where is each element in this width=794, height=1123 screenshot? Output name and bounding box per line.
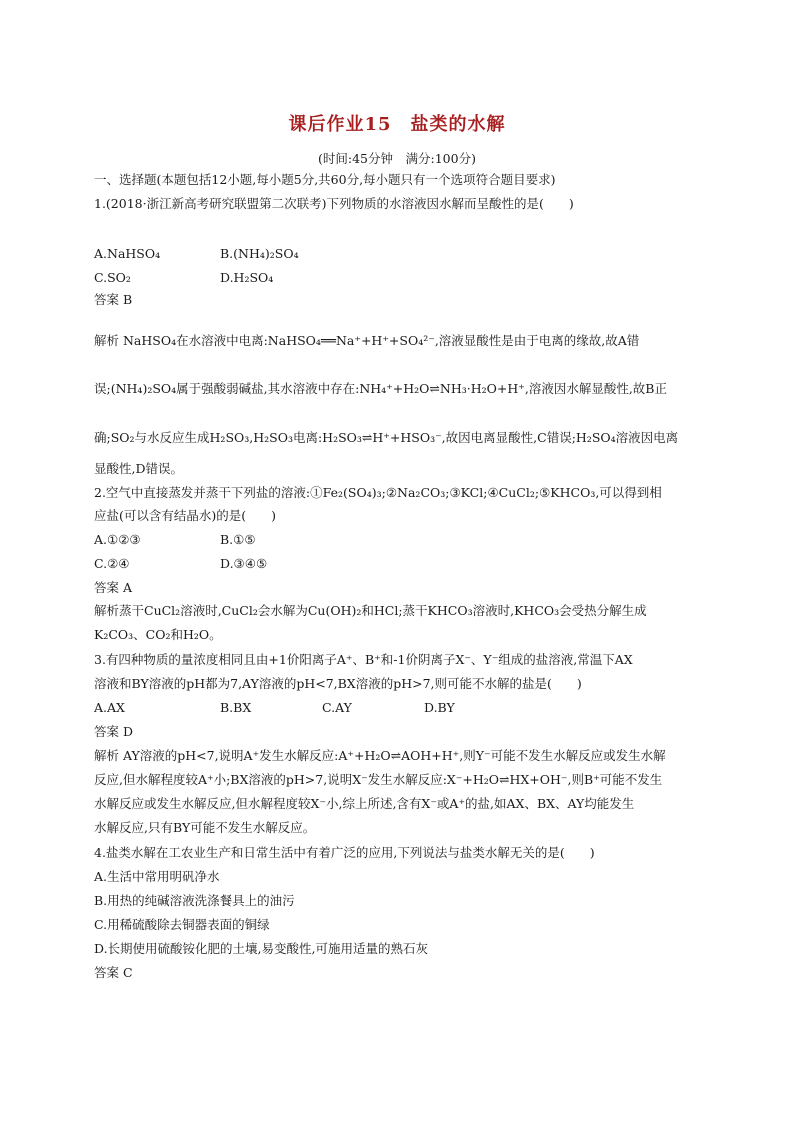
question-2-option-c: C.②④ (94, 556, 130, 571)
question-3-explanation-line-3: 水解反应或发生水解反应,但水解程度较X⁻小,综上所述,含有X⁻或A⁺的盐,如AX、BX、AY均能发生 (94, 796, 635, 811)
question-4-answer: 答案 C (94, 965, 133, 980)
question-2-explanation-line-2: K₂CO₃、CO₂和H₂O。 (94, 627, 222, 642)
question-1-explanation-line-3: 确;SO₂与水反应生成H₂SO₃,H₂SO₃电离:H₂SO₃⇌H⁺+HSO₃⁻,故因电离显酸性,C错误;H₂SO₄溶液因电离 (94, 430, 679, 445)
question-3-stem-line-2: 溶液和BY溶液的pH都为7,AY溶液的pH<7,BX溶液的pH>7,则可能不水解的盐是( ) (94, 676, 582, 691)
question-1-option-c: C.SO₂ (94, 270, 131, 285)
question-3-stem-line-1: 3.有四种物质的量浓度相同且由+1价阳离子A⁺、B⁺和-1价阴离子X⁻、Y⁻组成的盐溶液,常温下AX (94, 652, 633, 667)
question-1-explanation-line-2: 误;(NH₄)₂SO₄属于强酸弱碱盐,其水溶液中存在:NH₄⁺+H₂O⇌NH₃·H₂O+H⁺,溶液因水解显酸性,故B正 (94, 381, 667, 396)
question-1-explanation-line-4: 显酸性,D错误。 (94, 461, 183, 476)
question-3-option-d: D.BY (424, 700, 455, 715)
question-2-option-b: B.①⑤ (220, 532, 256, 547)
section-heading: 一、选择题(本题包括12小题,每小题5分,共60分,每小题只有一个选项符合题目要求) (94, 172, 556, 187)
question-2-stem-line-2: 应盐(可以含有结晶水)的是( ) (94, 508, 277, 523)
question-4-option-a: A.生活中常用明矾净水 (94, 869, 220, 884)
question-3-option-c: C.AY (322, 700, 352, 715)
question-1-option-b: B.(NH₄)₂SO₄ (220, 246, 299, 261)
question-4-stem: 4.盐类水解在工农业生产和日常生活中有着广泛的应用,下列说法与盐类水解无关的是( ) (94, 845, 595, 860)
question-2-stem-line-1: 2.空气中直接蒸发并蒸干下列盐的溶液:①Fe₂(SO₄)₃;②Na₂CO₃;③KCl;④CuCl₂;⑤KHCO₃,可以得到相 (94, 485, 662, 500)
question-3-explanation-line-4: 水解反应,只有BY可能不发生水解反应。 (94, 820, 316, 835)
question-1-explanation-line-1: 解析 NaHSO₄在水溶液中电离:NaHSO₄══Na⁺+H⁺+SO₄²⁻,溶液显酸性是由于电离的缘故,故A错 (94, 333, 640, 348)
question-4-option-b: B.用热的纯碱溶液洗涤餐具上的油污 (94, 893, 295, 908)
question-4-option-d: D.长期使用硫酸铵化肥的土壤,易变酸性,可施用适量的熟石灰 (94, 941, 428, 956)
page-title: 课后作业15 盐类的水解 (288, 114, 506, 135)
question-4-option-c: C.用稀硫酸除去铜器表面的铜绿 (94, 917, 270, 932)
question-3-option-b: B.BX (220, 700, 252, 715)
question-2-answer: 答案 A (94, 580, 133, 595)
question-3-option-a: A.AX (94, 700, 125, 715)
question-2-option-d: D.③④⑤ (220, 556, 268, 571)
question-1-option-a: A.NaHSO₄ (94, 246, 161, 261)
question-2-explanation-line-1: 解析蒸干CuCl₂溶液时,CuCl₂会水解为Cu(OH)₂和HCl;蒸干KHCO₃溶液时,KHCO₃会受热分解生成 (94, 603, 647, 618)
question-3-explanation-line-1: 解析 AY溶液的pH<7,说明A⁺发生水解反应:A⁺+H₂O⇌AOH+H⁺,则Y⁻可能不发生水解反应或发生水解 (94, 748, 666, 763)
question-1-option-d: D.H₂SO₄ (220, 270, 274, 285)
time-and-score: (时间:45分钟 满分:100分) (318, 151, 476, 166)
question-3-explanation-line-2: 反应,但水解程度较A⁺小;BX溶液的pH>7,说明X⁻发生水解反应:X⁻+H₂O⇌HX+OH⁻,则B⁺可能不发生 (94, 772, 663, 787)
question-1-stem: 1.(2018·浙江新高考研究联盟第二次联考)下列物质的水溶液因水解而呈酸性的是( ) (94, 196, 574, 211)
question-3-answer: 答案 D (94, 724, 133, 739)
question-2-option-a: A.①②③ (94, 532, 141, 547)
question-1-answer: 答案 B (94, 292, 133, 307)
